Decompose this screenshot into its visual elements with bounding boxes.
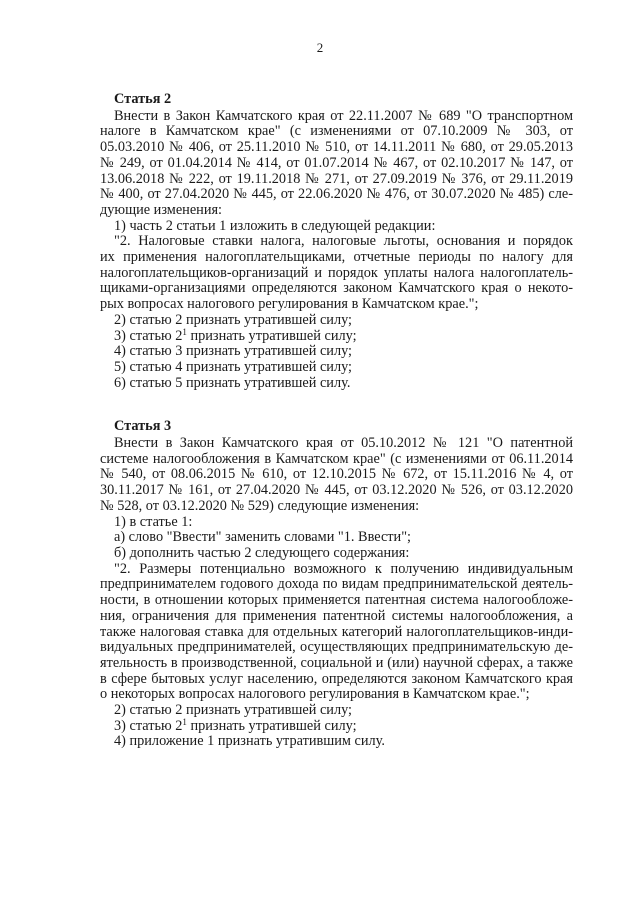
- article-2-item-2: 2) статью 2 признать утратившей силу;: [114, 311, 353, 328]
- article-2-intro-line: дующие изменения:: [100, 201, 223, 218]
- article-2-item-3: [100, 326, 573, 345]
- article-3-item-b: б) дополнить частью 2 следующего содержания:: [114, 544, 410, 561]
- article-3-intro-line: № 540, от 08.06.2015 № 610, от 12.10.2015 № 672, от 15.11.2016 № 4, от: [100, 466, 573, 483]
- item-3-text-rest: признать утратившей силу;: [186, 717, 357, 734]
- page-number: 2: [316, 40, 324, 55]
- article-3-item-3: [100, 716, 573, 735]
- article-3-item-1: 1) в статье 1:: [114, 513, 193, 530]
- article-2-intro-line: 05.03.2010 № 406, от 25.11.2010 № 510, от 14.11.2011 № 680, от 29.05.2013: [100, 139, 573, 156]
- article-2-intro-line: 13.06.2018 № 222, от 19.11.2018 № 271, от 27.09.2019 № 376, от 29.11.2019: [100, 170, 573, 187]
- article-2-intro-line: налоге в Камчатском крае" (с изменениями от 07.10.2009 № 303, от: [100, 123, 573, 140]
- document-body: [100, 92, 573, 750]
- article-2-intro-line: № 249, от 01.04.2014 № 414, от 01.07.2014 № 467, от 02.10.2017 № 147, от: [100, 154, 573, 171]
- article-3-item-2: 2) статью 2 признать утратившей силу;: [114, 702, 353, 719]
- article-3-quote-line: о некоторых вопросах налогового регулирования в Камчатском крае.";: [100, 686, 530, 703]
- article-3-item-a: а) слово "Ввести" заменить словами "1. Ввести";: [114, 529, 412, 546]
- article-3-quote-line: ятельность в производственной, социальной и (или) научной сферах, а также: [100, 654, 573, 671]
- article-2-quote-line: рых вопросах налогового регулирования в Камчатском крае.";: [100, 296, 479, 313]
- article-2: [100, 92, 573, 391]
- article-2-item-4: 4) статью 3 признать утратившей силу;: [114, 343, 353, 360]
- article-3-intro-line: 30.11.2017 № 161, от 27.04.2020 № 445, от 03.12.2020 № 526, от 03.12.2020: [100, 482, 573, 499]
- article-3-quote-line: ния, ограничения для применения патентной системы налогообложения, а: [100, 607, 573, 624]
- article-2-item-1: 1) часть 2 статьи 1 изложить в следующей редакции:: [114, 217, 436, 234]
- item-3-text: 3) статью 2: [114, 717, 183, 734]
- article-2-item-6: 6) статью 5 признать утратившей силу.: [114, 374, 351, 391]
- article-3-quote-line: в сфере бытовых услуг населению, определяются законом Камчатского края: [100, 670, 573, 687]
- article-3-quote-line: видуальных предпринимателей, осуществляющих предпринимательскую де-: [100, 639, 573, 656]
- article-3-intro-line: № 528, от 03.12.2020 № 529) следующие изменения:: [100, 497, 420, 514]
- article-3-heading: Статья 3: [114, 418, 172, 435]
- article-2-quote-line: щиками-организациями определяются законом Камчатского края о некото-: [100, 280, 573, 297]
- article-2-item-5: 5) статью 4 признать утратившей силу;: [114, 358, 353, 375]
- article-3-quote-line: предпринимателем годового дохода по видам предпринимательской деятель-: [100, 576, 573, 593]
- article-2-quote-line: их применения налогоплательщиками, отчетные периоды по налогу для: [100, 249, 573, 266]
- article-2-quote-line: "2. Налоговые ставки налога, налоговые льготы, основания и порядок: [114, 233, 573, 250]
- section-gap: [100, 391, 573, 419]
- item-3-text-rest: признать утратившей силу;: [186, 327, 357, 344]
- article-3-quote-line: "2. Размеры потенциально возможного к получению индивидуальным: [114, 560, 573, 577]
- article-3-intro-line: системе налогообложения в Камчатском крае" (с изменениями от 06.11.2014: [100, 450, 573, 467]
- superscript: 1: [182, 326, 187, 337]
- article-3-quote-line: ности, в отношении которых применяется патентная система налогообложе-: [100, 592, 573, 609]
- superscript: 1: [182, 716, 187, 727]
- article-3-item-4: 4) приложение 1 признать утратившим силу.: [114, 733, 385, 750]
- article-2-intro-line: № 400, от 27.04.2020 № 445, от 22.06.2020 № 476, от 30.07.2020 № 485) сле-: [100, 186, 573, 203]
- article-3-intro-line: Внести в Закон Камчатского края от 05.10.2012 № 121 "О патентной: [114, 435, 573, 452]
- article-2-quote-line: налогоплательщиков-организаций и порядок уплаты налога налогоплатель-: [100, 264, 573, 281]
- article-2-heading: Статья 2: [114, 91, 172, 107]
- article-3: [100, 419, 573, 750]
- article-2-intro-line: Внести в Закон Камчатского края от 22.11.2007 № 689 "О транспортном: [114, 107, 573, 124]
- article-3-quote-line: также налоговая ставка для отдельных категорий налогоплательщиков-инди-: [100, 623, 573, 640]
- item-3-text: 3) статью 2: [114, 327, 183, 344]
